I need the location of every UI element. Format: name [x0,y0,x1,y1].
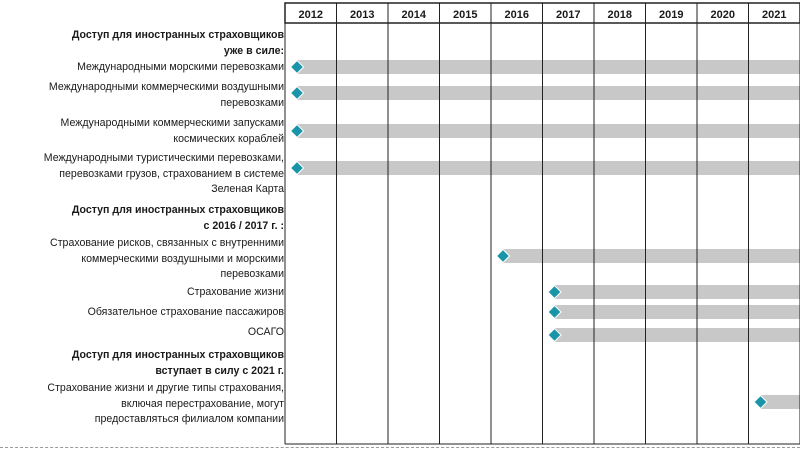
year-label: 2012 [298,9,323,21]
year-label: 2017 [556,9,581,21]
availability-bar [297,161,800,175]
availability-bar [503,249,800,263]
section-heading: с 2016 / 2017 г. : [203,219,284,232]
bottom-divider [0,447,800,448]
availability-bar [297,86,800,100]
row-label: Обязательное страхование пассажиров [87,306,284,318]
row-label: Страхование жизни и другие типы страхования, [47,382,284,394]
year-label: 2013 [350,9,375,21]
year-label: 2015 [453,9,478,21]
section-heading: уже в силе: [223,44,284,57]
section-heading: Доступ для иностранных страховщиков [71,29,284,41]
row-label: коммерческими воздушными и морскими [81,252,284,265]
availability-bar [555,285,800,299]
section-heading: Доступ для иностранных страховщиков [71,204,284,216]
row-label: перевозками грузов, страхованием в системе [59,167,284,180]
row-label: перевозками [220,268,284,280]
row-label: Страхование рисков, связанных с внутренними [50,237,284,249]
row-label: Международными коммерческими воздушными [48,81,284,93]
availability-bar [555,328,800,342]
row-label: включая перестрахование, могут [121,397,284,410]
row-label: Зеленая Карта [211,183,284,195]
section-heading: вступает в силу с 2021 г. [155,364,284,377]
row-label: космических кораблей [173,132,284,145]
availability-bar [555,305,800,319]
row-label: перевозками [220,96,284,109]
section-heading: Доступ для иностранных страховщиков [71,349,284,361]
row-label: Международными туристическими перевозками, [43,152,284,164]
year-label: 2019 [659,9,684,21]
year-label: 2016 [504,9,529,21]
row-label: ОСАГО [247,326,284,338]
year-label: 2014 [401,9,426,21]
year-label: 2018 [607,9,632,21]
row-label: предоставляться филиалом компании [94,413,284,425]
row-label: Страхование жизни [187,286,284,298]
year-label: 2020 [710,9,735,21]
row-label: Международными морскими перевозками [77,61,284,73]
availability-bar [297,60,800,74]
row-label: Международными коммерческими запусками [60,117,284,129]
availability-bar [297,124,800,138]
year-label: 2021 [762,9,787,21]
